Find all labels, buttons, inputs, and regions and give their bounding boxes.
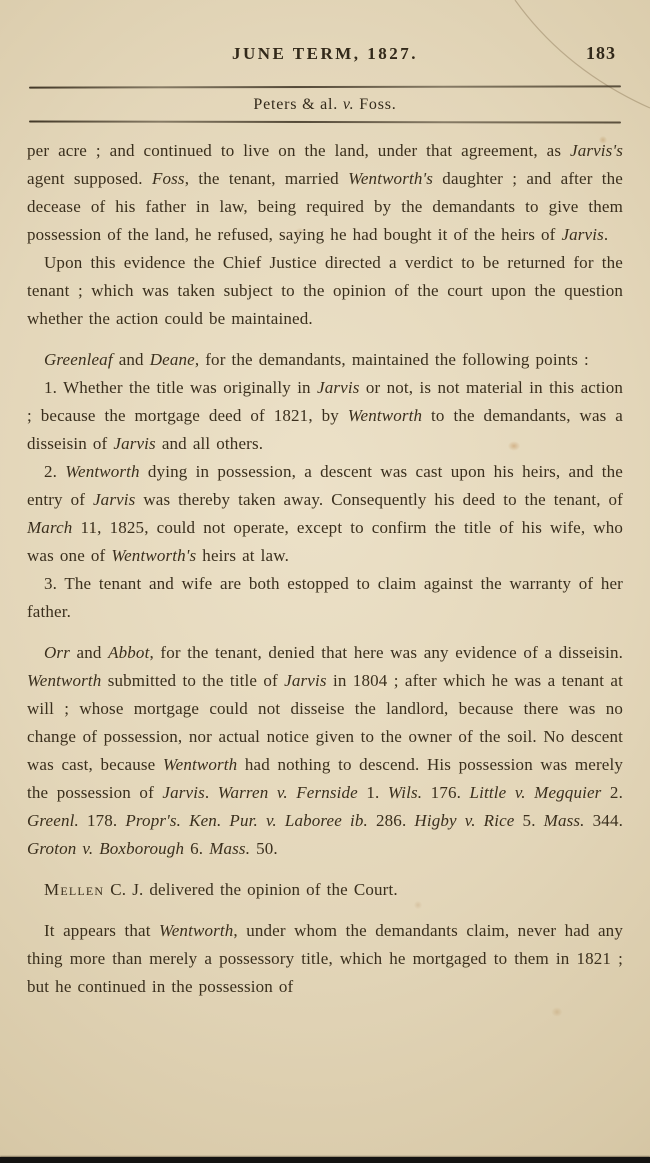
text-segment: 5. — [514, 811, 544, 830]
text-segment: 6. — [184, 839, 210, 858]
text-segment: 176. — [422, 783, 470, 802]
page-number: 183 — [586, 43, 616, 63]
text-segment: or not, is not material in this action ; because the mortgage deed of 1821, by — [27, 378, 623, 425]
paragraph-facts-continuation — [27, 137, 623, 249]
text-segment: had nothing to descend. His possession was merely the possession of — [27, 755, 623, 802]
text-segment: Wentworth — [27, 671, 102, 690]
text-segment: 50. — [250, 839, 278, 858]
text-segment: March — [27, 518, 73, 537]
paragraph-point-1 — [27, 374, 623, 458]
text-segment: Wentworth's — [348, 169, 434, 188]
text-segment: 178. — [78, 811, 126, 830]
text-segment: Orr — [44, 643, 70, 662]
header-rule-bottom — [29, 120, 621, 123]
text-segment: daughter ; and after the decease of his father in law, being required by the demandants to give them possession of the land, he refused, saying he had bought it of the heirs of — [27, 169, 623, 244]
paragraph-verdict — [27, 249, 623, 333]
text-segment: dying in possession, a descent was cast upon his heirs, and the entry of — [27, 462, 623, 509]
text-segment: in 1804 ; after which he was a tenant at will ; whose mortgage could not disseise the landlord, because there was no change of possession, nor actual notice given to the owner of the soil. No descent was cast, because — [27, 671, 623, 774]
text-segment: Wentworth — [162, 755, 238, 774]
text-segment: . — [204, 783, 218, 802]
text-segment: to the demandants, was a disseisin of — [27, 406, 623, 453]
text-segment: Mellen — [44, 880, 105, 899]
text-segment: 1. — [357, 783, 388, 802]
text-segment: 2. — [44, 462, 66, 481]
text-segment: Peters & al. — [253, 96, 343, 113]
case-body — [27, 137, 623, 1001]
text-segment: was thereby taken away. Consequently his deed to the tenant, of — [135, 490, 623, 509]
text-segment: 344. — [584, 811, 623, 830]
text-segment: and — [69, 643, 109, 662]
text-segment: 286. — [367, 811, 415, 830]
text-segment — [342, 811, 350, 830]
text-segment: 11, 1825, could not operate, except to confirm the title of his wife, who was one of — [27, 518, 623, 565]
text-segment: per acre ; and continued to live on the land, under that agreement, as — [27, 141, 570, 160]
text-segment: Greenl. — [27, 811, 79, 830]
header-rule-top — [29, 85, 621, 88]
text-segment: Foss. — [354, 96, 397, 113]
text-segment: Mass. — [543, 811, 585, 830]
text-segment: Groton v. Boxborough — [27, 839, 185, 858]
text-segment: v. — [342, 96, 355, 113]
text-segment: Jarvis — [317, 378, 360, 397]
text-segment: Abbot — [108, 643, 150, 662]
running-head — [0, 96, 650, 114]
text-segment: Wentworth — [347, 406, 423, 425]
text-segment: Higby v. Rice — [414, 811, 515, 830]
text-segment: 2. — [601, 783, 623, 802]
page-header — [0, 0, 650, 64]
text-segment: Greenleaf — [44, 350, 113, 369]
paragraph-demandants-counsel — [27, 346, 623, 374]
text-segment: agent supposed. — [27, 169, 152, 188]
text-segment: C. J. delivered the opinion of the Court. — [104, 880, 398, 899]
text-segment: Foss — [151, 169, 185, 188]
paragraph-tenant-counsel — [27, 639, 623, 863]
text-segment: Jarvis — [162, 783, 205, 802]
text-segment: Warren v. Fernside — [217, 783, 358, 802]
text-segment: heirs at law. — [196, 546, 289, 565]
text-segment: Wentworth — [65, 462, 140, 481]
text-segment: 3. The tenant and wife are both estopped to claim against the warranty of her father. — [27, 574, 623, 621]
term-heading: JUNE TERM, 1827. — [231, 44, 419, 63]
text-segment: Mass. — [209, 839, 251, 858]
text-segment: Wentworth's — [111, 546, 197, 565]
text-segment: , for the tenant, denied that here was any evidence of a disseisin. — [149, 643, 624, 662]
paragraph-opinion-body — [27, 917, 623, 1001]
scan-bottom-edge — [0, 1157, 650, 1163]
text-segment: , for the demandants, maintained the following points : — [194, 350, 589, 369]
text-segment: , under whom the demandants claim, never had any thing more than merely a possessory title, which he mortgaged to them in 1821 ; but he continued in the possession of — [27, 921, 623, 996]
text-segment: Jarvis — [92, 490, 136, 509]
text-segment: ib. — [350, 811, 368, 830]
paragraph-point-3 — [27, 570, 623, 626]
text-segment: , the tenant, married — [184, 169, 349, 188]
paragraph-opinion-attribution — [27, 876, 623, 904]
text-segment: Little v. Megquier — [469, 783, 602, 802]
text-segment: Upon this evidence the Chief Justice directed a verdict to be returned for the tenant ; which was taken subject to the opinion of the court upon the question whether the action could be maintained. — [27, 253, 623, 328]
text-segment: Jarvis — [113, 434, 156, 453]
text-segment: and all others. — [155, 434, 264, 453]
text-segment: submitted to the title of — [101, 671, 285, 690]
text-segment: Wils. — [387, 783, 423, 802]
text-segment: Deane — [149, 350, 195, 369]
text-segment: It appears that — [44, 921, 159, 940]
text-segment: Jarvis — [561, 225, 604, 244]
text-segment: and — [112, 350, 150, 369]
text-segment: . — [603, 225, 609, 244]
text-segment: 1. Whether the title was originally in — [44, 378, 318, 397]
text-segment: Jarvis — [284, 671, 327, 690]
text-segment: Wentworth — [158, 921, 234, 940]
text-segment: Propr's. Ken. Pur. v. Laboree — [125, 811, 342, 830]
paragraph-point-2 — [27, 458, 623, 570]
text-segment: Jarvis's — [570, 141, 623, 160]
